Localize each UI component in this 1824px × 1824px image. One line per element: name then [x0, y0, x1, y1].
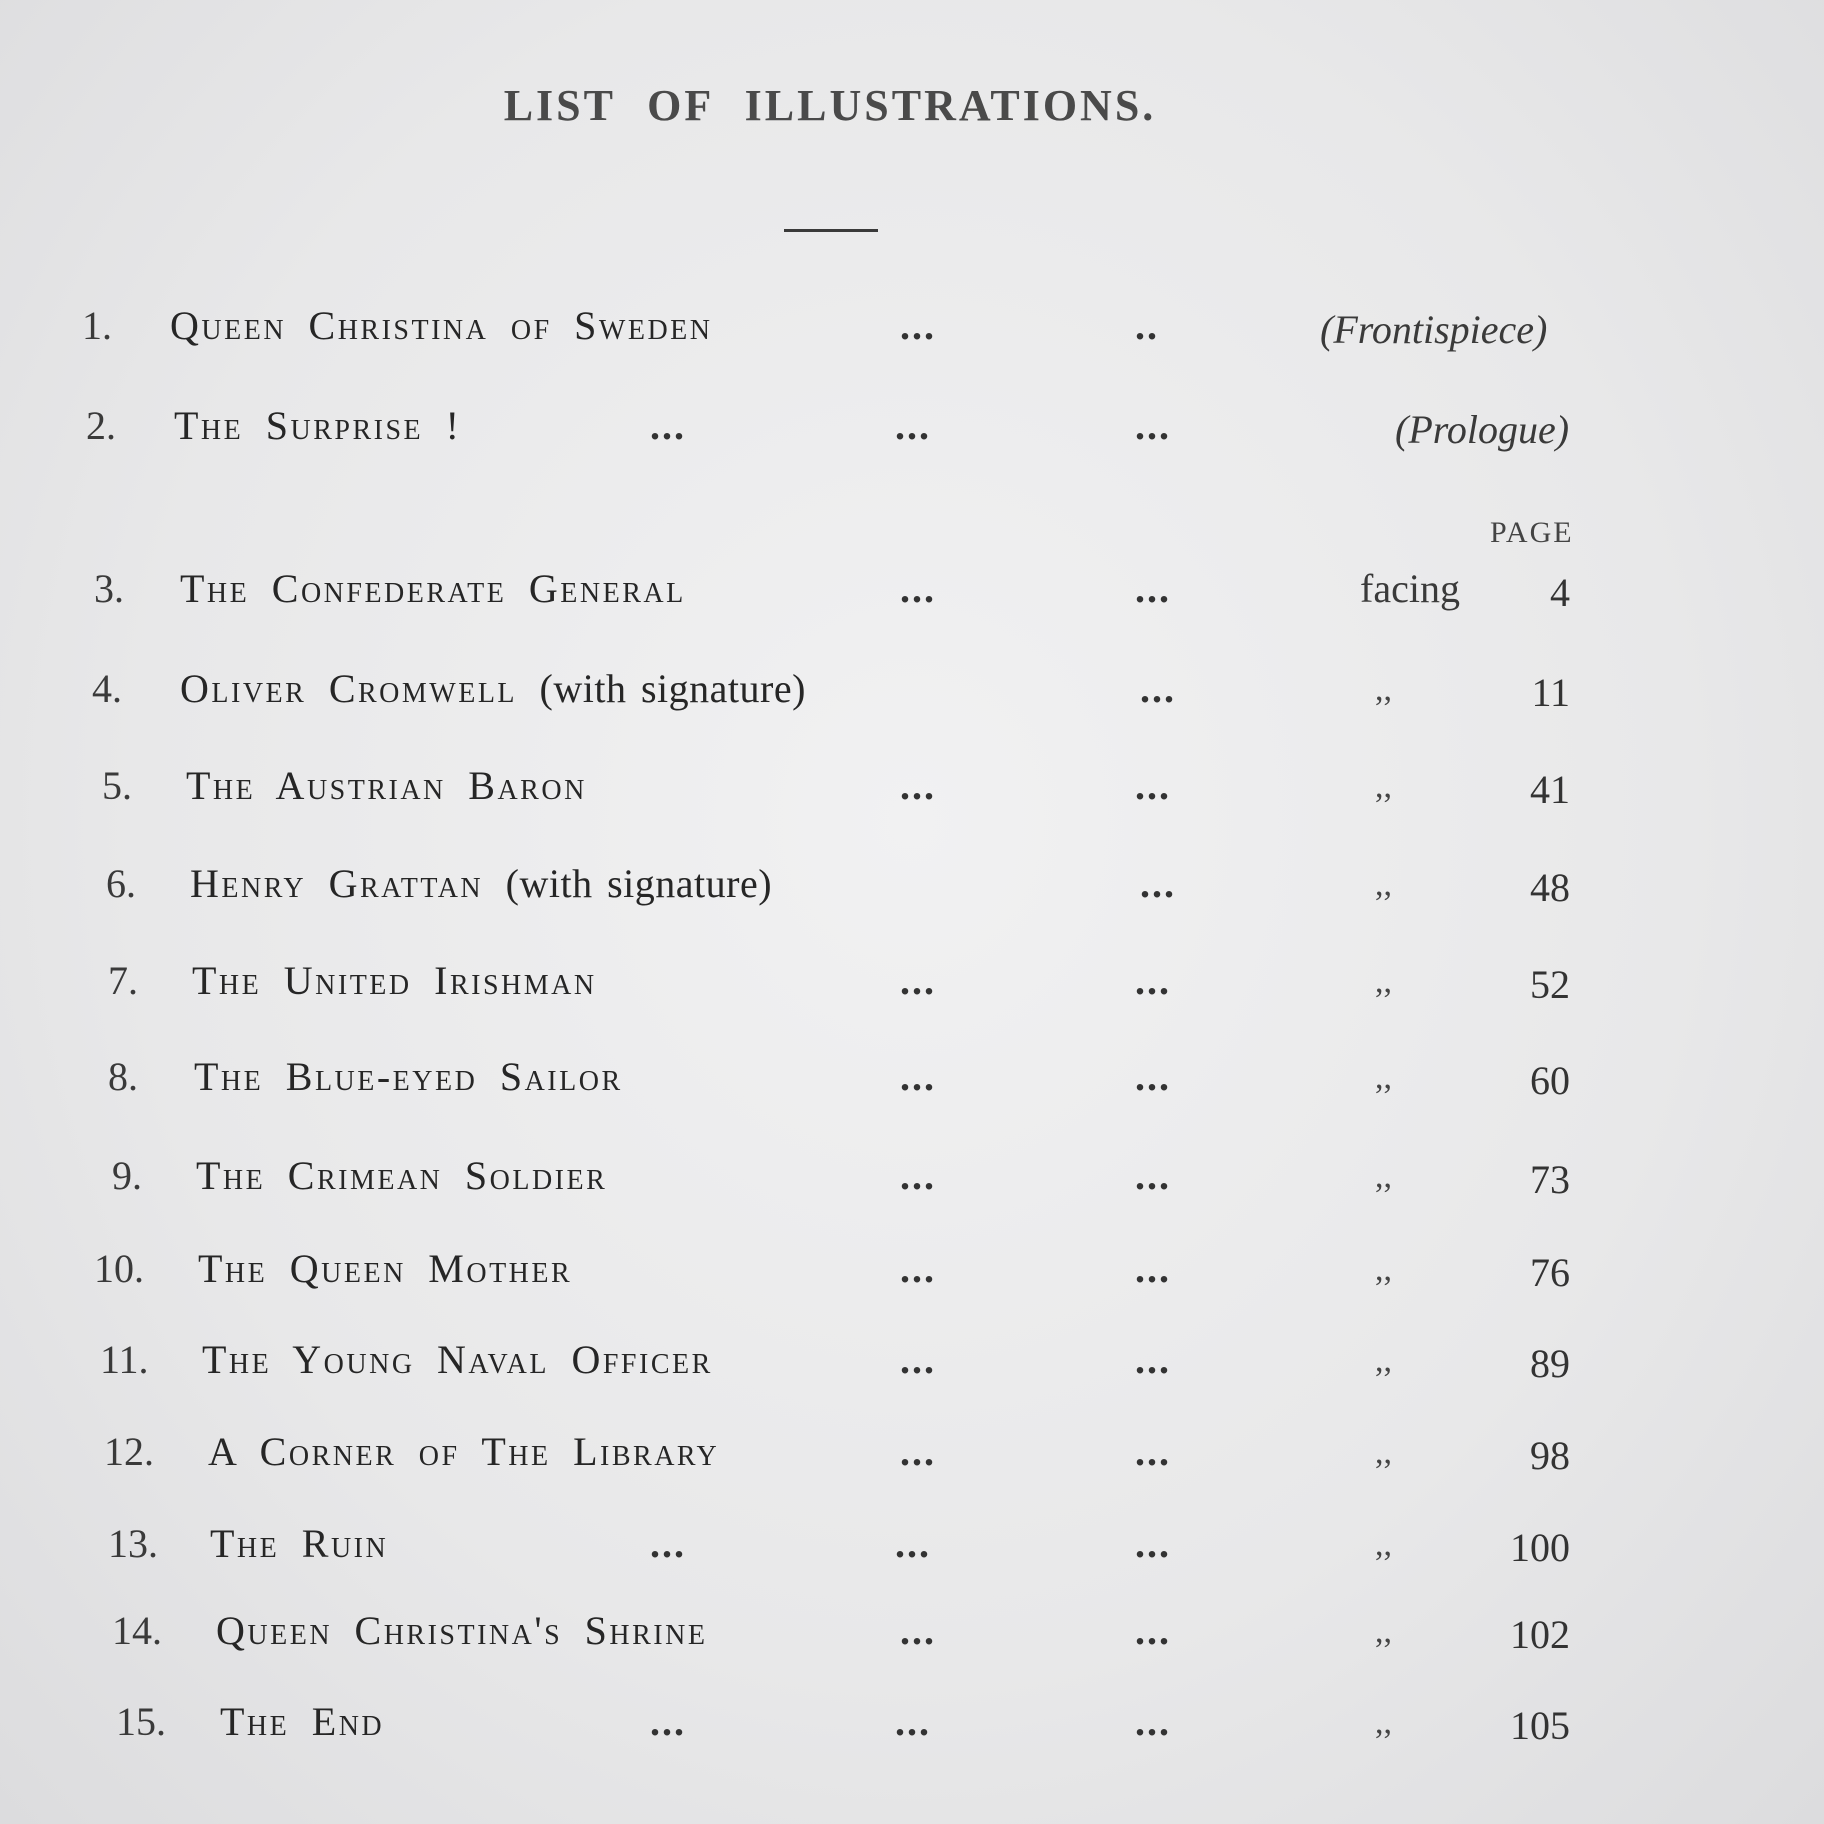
dot-leader: ...: [1140, 666, 1176, 711]
item-number: 7.: [108, 958, 138, 1003]
list-item: [0, 302, 1700, 362]
ditto-mark: ,,: [1375, 866, 1392, 903]
ditto-mark: ,,: [1375, 1251, 1392, 1288]
ditto-mark: ,,: [1375, 1526, 1392, 1563]
dot-leader: ...: [900, 1054, 936, 1099]
item-title: [170, 302, 713, 349]
list-item: [0, 860, 1700, 920]
dot-leader: ...: [650, 1699, 686, 1744]
dot-leader: ...: [1135, 403, 1171, 448]
list-item: [0, 565, 1700, 625]
page-number: 60: [1530, 1058, 1570, 1103]
item-title: [190, 860, 772, 907]
list-item: [0, 665, 1700, 725]
item-number: 4.: [92, 666, 122, 711]
plate-location: (Frontispiece): [1320, 307, 1548, 352]
dot-leader: ...: [1135, 958, 1171, 1003]
dot-leader: ...: [650, 403, 686, 448]
item-title-text: The United Irishman: [192, 958, 597, 1003]
item-title: [180, 665, 806, 712]
item-number: 3.: [94, 566, 124, 611]
title-rule: [784, 229, 878, 232]
item-title-note: (with signature): [505, 861, 773, 906]
ditto-mark: ,,: [1375, 671, 1392, 708]
item-number: 2.: [86, 403, 116, 448]
item-title-text: Henry Grattan: [190, 861, 484, 906]
item-title-text: The Confederate General: [180, 566, 686, 611]
item-title-text: Queen Christina's Shrine: [216, 1608, 708, 1653]
page-number: 102: [1510, 1612, 1570, 1657]
item-title: [174, 402, 461, 449]
list-item: [0, 1336, 1700, 1396]
item-number: 1.: [82, 303, 112, 348]
ditto-mark: ,,: [1375, 963, 1392, 1000]
ditto-mark: ,,: [1375, 1613, 1392, 1650]
item-title: [216, 1607, 707, 1654]
page-number: 105: [1510, 1703, 1570, 1748]
item-number: 15.: [116, 1699, 166, 1744]
dot-leader: ...: [1135, 763, 1171, 808]
item-title: [208, 1428, 719, 1475]
item-title: [202, 1336, 713, 1383]
list-item: [0, 1520, 1700, 1580]
item-title-text: The Young Naval Officer: [202, 1337, 713, 1382]
plate-location: (Prologue): [1395, 407, 1570, 452]
dot-leader: ...: [1135, 1521, 1171, 1566]
page-title: LIST OF ILLUSTRATIONS.: [503, 81, 1157, 130]
page-number: 89: [1530, 1341, 1570, 1386]
dot-leader: ...: [895, 1699, 931, 1744]
item-number: 12.: [104, 1429, 154, 1474]
item-title-note: (with signature): [539, 666, 806, 711]
dot-leader: ...: [1135, 566, 1171, 611]
dot-leader: ...: [1140, 861, 1176, 906]
dot-leader: ...: [900, 566, 936, 611]
dot-leader: ...: [900, 303, 936, 348]
ditto-mark: ,,: [1375, 1158, 1392, 1195]
item-number: 11.: [100, 1337, 149, 1382]
item-title: [186, 762, 587, 809]
page-number: 41: [1530, 767, 1570, 812]
dot-leader: ...: [900, 1337, 936, 1382]
page-number: 100: [1510, 1525, 1570, 1570]
list-item: [0, 1428, 1700, 1488]
page-number: 52: [1530, 962, 1570, 1007]
item-title-text: The Crimean Soldier: [196, 1153, 608, 1198]
item-title-text: The Queen Mother: [198, 1246, 573, 1291]
dot-leader: ...: [1135, 1337, 1171, 1382]
item-title-text: The Ruin: [210, 1521, 389, 1566]
ditto-mark: ,,: [1375, 1704, 1392, 1741]
ditto-mark: ,,: [1375, 1434, 1392, 1471]
item-title: [198, 1245, 572, 1292]
item-title: [220, 1698, 384, 1745]
dot-leader: ...: [900, 1429, 936, 1474]
item-title: [180, 565, 686, 612]
item-number: 6.: [106, 861, 136, 906]
item-title: [196, 1152, 607, 1199]
dot-leader: ...: [895, 403, 931, 448]
list-item: [0, 1053, 1700, 1113]
item-number: 9.: [112, 1153, 142, 1198]
dot-leader: ...: [900, 958, 936, 1003]
dot-leader: ..: [1135, 303, 1159, 348]
ditto-mark: ,,: [1375, 1059, 1392, 1096]
dot-leader: ...: [1135, 1429, 1171, 1474]
page-number: 73: [1530, 1157, 1570, 1202]
item-number: 5.: [102, 763, 132, 808]
list-item: [0, 402, 1700, 462]
dot-leader: ...: [895, 1521, 931, 1566]
item-number: 13.: [108, 1521, 158, 1566]
dot-leader: ...: [900, 1153, 936, 1198]
dot-leader: ...: [900, 1608, 936, 1653]
dot-leader: ...: [1135, 1246, 1171, 1291]
list-item: [0, 1698, 1700, 1758]
list-item: [0, 762, 1700, 822]
page-number: 98: [1530, 1433, 1570, 1478]
item-title-text: The End: [220, 1699, 385, 1744]
item-number: 10.: [94, 1246, 144, 1291]
dot-leader: ...: [1135, 1699, 1171, 1744]
ditto-mark: ,,: [1375, 1342, 1392, 1379]
facing-label: facing: [1360, 566, 1460, 611]
item-title-text: The Surprise !: [174, 403, 462, 448]
dot-leader: ...: [1135, 1054, 1171, 1099]
page-number: 76: [1530, 1250, 1570, 1295]
item-title: [210, 1520, 388, 1567]
ditto-mark: ,,: [1375, 768, 1392, 805]
item-title-text: The Blue-eyed Sailor: [194, 1054, 623, 1099]
item-number: 14.: [112, 1608, 162, 1653]
dot-leader: ...: [900, 1246, 936, 1291]
item-number: 8.: [108, 1054, 138, 1099]
item-title: [192, 957, 597, 1004]
list-item: [0, 1152, 1700, 1212]
dot-leader: ...: [900, 763, 936, 808]
list-item: [0, 1607, 1700, 1667]
page-number: 4: [1550, 570, 1570, 615]
item-title: [194, 1053, 623, 1100]
item-title-text: Oliver Cromwell: [180, 666, 518, 711]
page-number: 48: [1530, 865, 1570, 910]
dot-leader: ...: [650, 1521, 686, 1566]
page-column-heading: PAGE: [1490, 516, 1574, 549]
dot-leader: ...: [1135, 1153, 1171, 1198]
list-item: [0, 1245, 1700, 1305]
item-title-text: The Austrian Baron: [186, 763, 587, 808]
page-number: 11: [1531, 670, 1570, 715]
dot-leader: ...: [1135, 1608, 1171, 1653]
item-title-text: Queen Christina of Sweden: [170, 303, 713, 348]
list-item: [0, 957, 1700, 1017]
item-title-text: A Corner of The Library: [208, 1429, 720, 1474]
